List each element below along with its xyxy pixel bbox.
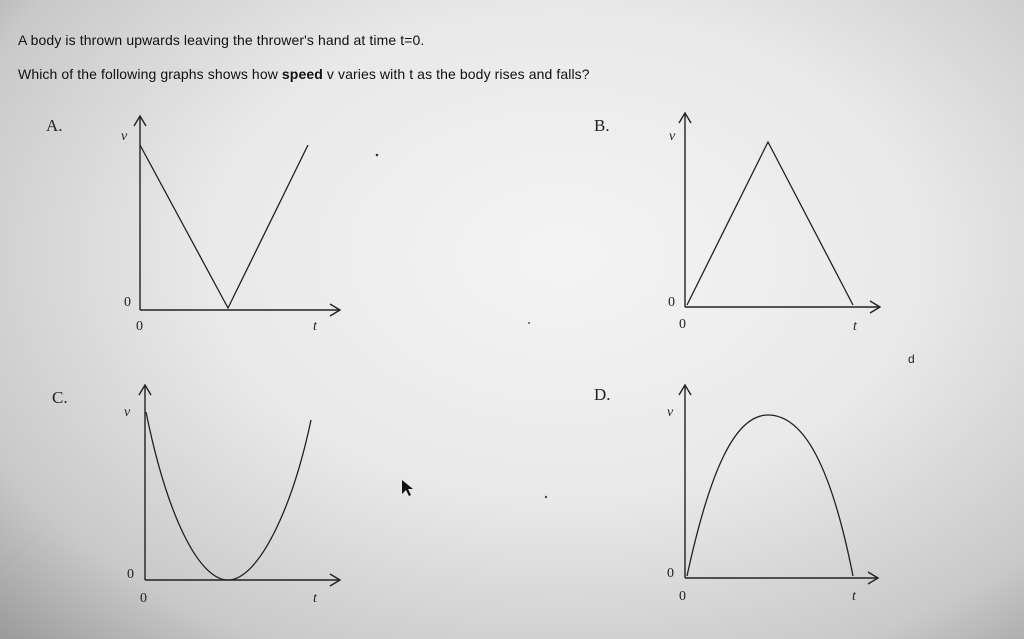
mouse-cursor-icon	[402, 480, 413, 496]
stray-letter: d	[908, 352, 915, 366]
graph-c[interactable]	[124, 385, 340, 606]
option-d-label[interactable]: D.	[594, 385, 611, 404]
graph-d-origin-y: 0	[667, 566, 674, 581]
graph-b-origin-y: 0	[668, 295, 675, 310]
graph-a[interactable]	[121, 116, 340, 334]
question-keyword-speed: speed	[281, 66, 323, 82]
graph-d-t-label: t	[852, 589, 856, 604]
graph-d[interactable]	[667, 385, 878, 604]
graph-c-origin-x: 0	[140, 591, 147, 606]
graph-d-origin-x: 0	[679, 589, 686, 604]
graph-a-curve	[140, 145, 308, 308]
graph-b-curve	[687, 142, 853, 305]
graph-a-origin-x: 0	[136, 319, 143, 334]
option-b-label[interactable]: B.	[594, 116, 610, 135]
speck-dot	[376, 154, 379, 157]
graph-b-t-label: t	[853, 319, 857, 334]
graph-d-curve	[687, 415, 853, 576]
option-c-label[interactable]: C.	[52, 388, 68, 407]
question-line-2-start: Which of the following graphs shows how	[18, 66, 278, 82]
question-line-1: A body is thrown upwards leaving the thrower's hand at time t=0.	[18, 32, 425, 48]
graph-b-v-label: v	[669, 129, 676, 144]
speck-dot	[528, 322, 530, 324]
graph-c-curve	[146, 412, 311, 580]
question-line-2-end: v varies with t as the body rises and falls?	[326, 66, 590, 82]
graph-a-v-label: v	[121, 129, 128, 144]
option-a-label[interactable]: A.	[46, 116, 63, 135]
speck-dot	[545, 496, 547, 498]
graph-d-v-label: v	[667, 405, 674, 420]
graph-a-origin-y: 0	[124, 295, 131, 310]
graph-c-v-label: v	[124, 405, 131, 420]
graph-b[interactable]	[668, 113, 880, 334]
graph-c-t-label: t	[313, 591, 317, 606]
graph-b-origin-x: 0	[679, 317, 686, 332]
graph-c-origin-y: 0	[127, 567, 134, 582]
graph-a-t-label: t	[313, 319, 317, 334]
